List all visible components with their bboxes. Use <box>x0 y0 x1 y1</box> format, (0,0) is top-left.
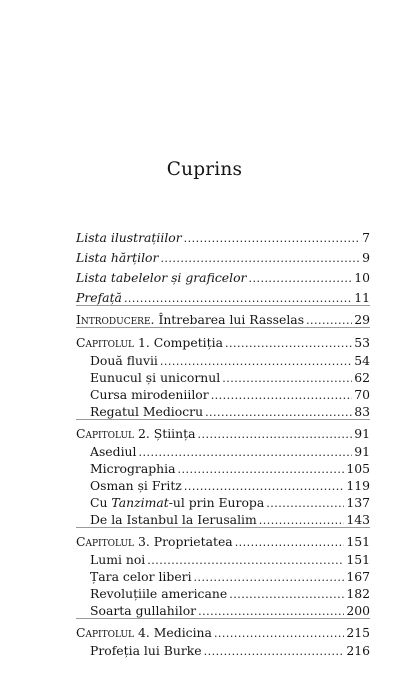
dot-leader <box>306 313 352 328</box>
section-page: 167 <box>346 569 370 584</box>
dot-leader <box>259 513 345 528</box>
section-page: 119 <box>346 478 370 493</box>
section-label: Profeția lui Burke <box>90 643 202 658</box>
toc-entry-page: 91 <box>354 426 370 441</box>
section-label: Regatul Mediocru <box>90 404 204 419</box>
toc-section[interactable] <box>90 478 370 494</box>
toc-section[interactable] <box>90 461 370 477</box>
section-label: Osman și Fritz <box>90 478 182 493</box>
dot-leader <box>177 462 344 477</box>
section-page: 54 <box>354 353 370 368</box>
toc-entry-list-of-tables[interactable] <box>76 270 370 286</box>
section-page: 182 <box>346 586 370 601</box>
section-page: 151 <box>346 552 370 567</box>
toc-section[interactable] <box>90 586 370 602</box>
toc-entry-label: Prefață <box>76 290 122 305</box>
dot-leader <box>205 405 352 420</box>
section-page: 105 <box>346 461 370 476</box>
toc-section[interactable] <box>90 512 370 528</box>
section-label: Două fluvii <box>90 353 158 368</box>
toc-section[interactable] <box>90 603 370 619</box>
dot-leader <box>235 535 345 550</box>
toc-section[interactable] <box>90 404 370 420</box>
section-page: 83 <box>354 404 370 419</box>
section-label: Țara celor liberi <box>90 569 192 584</box>
introduction-prefix: Introducere. <box>76 312 155 327</box>
dot-leader <box>248 271 352 286</box>
dot-leader <box>184 231 360 246</box>
dot-leader <box>147 553 344 568</box>
chapter-title: 1. Competiția <box>137 335 223 350</box>
toc-chapter-4[interactable] <box>76 625 370 641</box>
dot-leader <box>214 626 344 641</box>
toc-entry-page: 9 <box>362 250 370 265</box>
dot-leader <box>229 587 344 602</box>
toc-section[interactable] <box>90 353 370 369</box>
chapter-title: 4. Medicina <box>137 625 212 640</box>
toc-section[interactable] <box>90 387 370 403</box>
dot-leader <box>198 604 344 619</box>
divider <box>76 305 370 306</box>
introduction-title: Întrebarea lui Rasselas <box>158 312 305 327</box>
toc-chapter-2[interactable] <box>76 426 370 442</box>
dot-leader <box>204 644 345 659</box>
toc-entry-list-of-illustrations[interactable] <box>76 230 370 246</box>
section-label: Eunucul și unicornul <box>90 370 221 385</box>
toc-entry-page: 215 <box>346 625 370 640</box>
section-label: Revoluțiile americane <box>90 586 228 601</box>
dot-leader <box>160 251 360 266</box>
section-label: Soarta gullahilor <box>90 603 197 618</box>
divider <box>76 327 370 328</box>
section-label: Cu Tanzimat-ul prin Europa <box>90 495 265 510</box>
chapter-prefix: Capitolul <box>76 335 135 350</box>
section-page: 91 <box>354 444 370 459</box>
toc-entry-label: Lista ilustrațiilor <box>76 230 182 245</box>
toc-section[interactable] <box>90 643 370 659</box>
toc-entry-preface[interactable] <box>76 290 370 306</box>
toc-entry-page: 29 <box>354 312 370 327</box>
toc-section[interactable] <box>90 370 370 386</box>
toc-chapter-1[interactable] <box>76 335 370 351</box>
toc-section[interactable] <box>90 444 370 460</box>
section-page: 70 <box>354 387 370 402</box>
toc-entry-page: 151 <box>346 534 370 549</box>
dot-leader <box>138 445 352 460</box>
section-label: Lumi noi <box>90 552 146 567</box>
toc-section[interactable] <box>90 495 370 511</box>
section-label: De la Istanbul la Ierusalim <box>90 512 257 527</box>
divider <box>76 419 370 420</box>
section-page: 216 <box>346 643 370 658</box>
dot-leader <box>222 371 352 386</box>
toc-section[interactable] <box>90 569 370 585</box>
section-page: 200 <box>346 603 370 618</box>
section-page: 143 <box>346 512 370 527</box>
dot-leader <box>124 291 352 306</box>
toc-entry-label: Lista hărților <box>76 250 159 265</box>
dot-leader <box>184 479 345 494</box>
dot-leader <box>266 496 344 511</box>
toc-chapter-3[interactable] <box>76 534 370 550</box>
divider <box>76 618 370 619</box>
section-page: 137 <box>346 495 370 510</box>
chapter-prefix: Capitolul <box>76 625 135 640</box>
section-label: Asediul <box>90 444 137 459</box>
dot-leader <box>198 427 353 442</box>
dot-leader <box>194 570 345 585</box>
chapter-title: 3. Proprietatea <box>137 534 233 549</box>
page-title: Cuprins <box>166 159 243 180</box>
toc-entry-page: 10 <box>354 270 370 285</box>
section-label: Micrographia <box>90 461 176 476</box>
chapter-prefix: Capitolul <box>76 426 135 441</box>
section-page: 62 <box>354 370 370 385</box>
dot-leader <box>211 388 353 403</box>
section-label: Cursa mirodeniilor <box>90 387 209 402</box>
divider <box>76 527 370 528</box>
toc-entry-list-of-maps[interactable] <box>76 250 370 266</box>
toc-entry-page: 11 <box>354 290 370 305</box>
dot-leader <box>160 354 352 369</box>
toc-entry-page: 7 <box>362 230 370 245</box>
toc-section[interactable] <box>90 552 370 568</box>
chapter-title: 2. Știința <box>137 426 196 441</box>
chapter-prefix: Capitolul <box>76 534 135 549</box>
dot-leader <box>225 336 352 351</box>
toc-entry-page: 53 <box>354 335 370 350</box>
toc-entry-introduction[interactable] <box>76 312 370 328</box>
toc-entry-label: Lista tabelelor și graficelor <box>76 270 247 285</box>
